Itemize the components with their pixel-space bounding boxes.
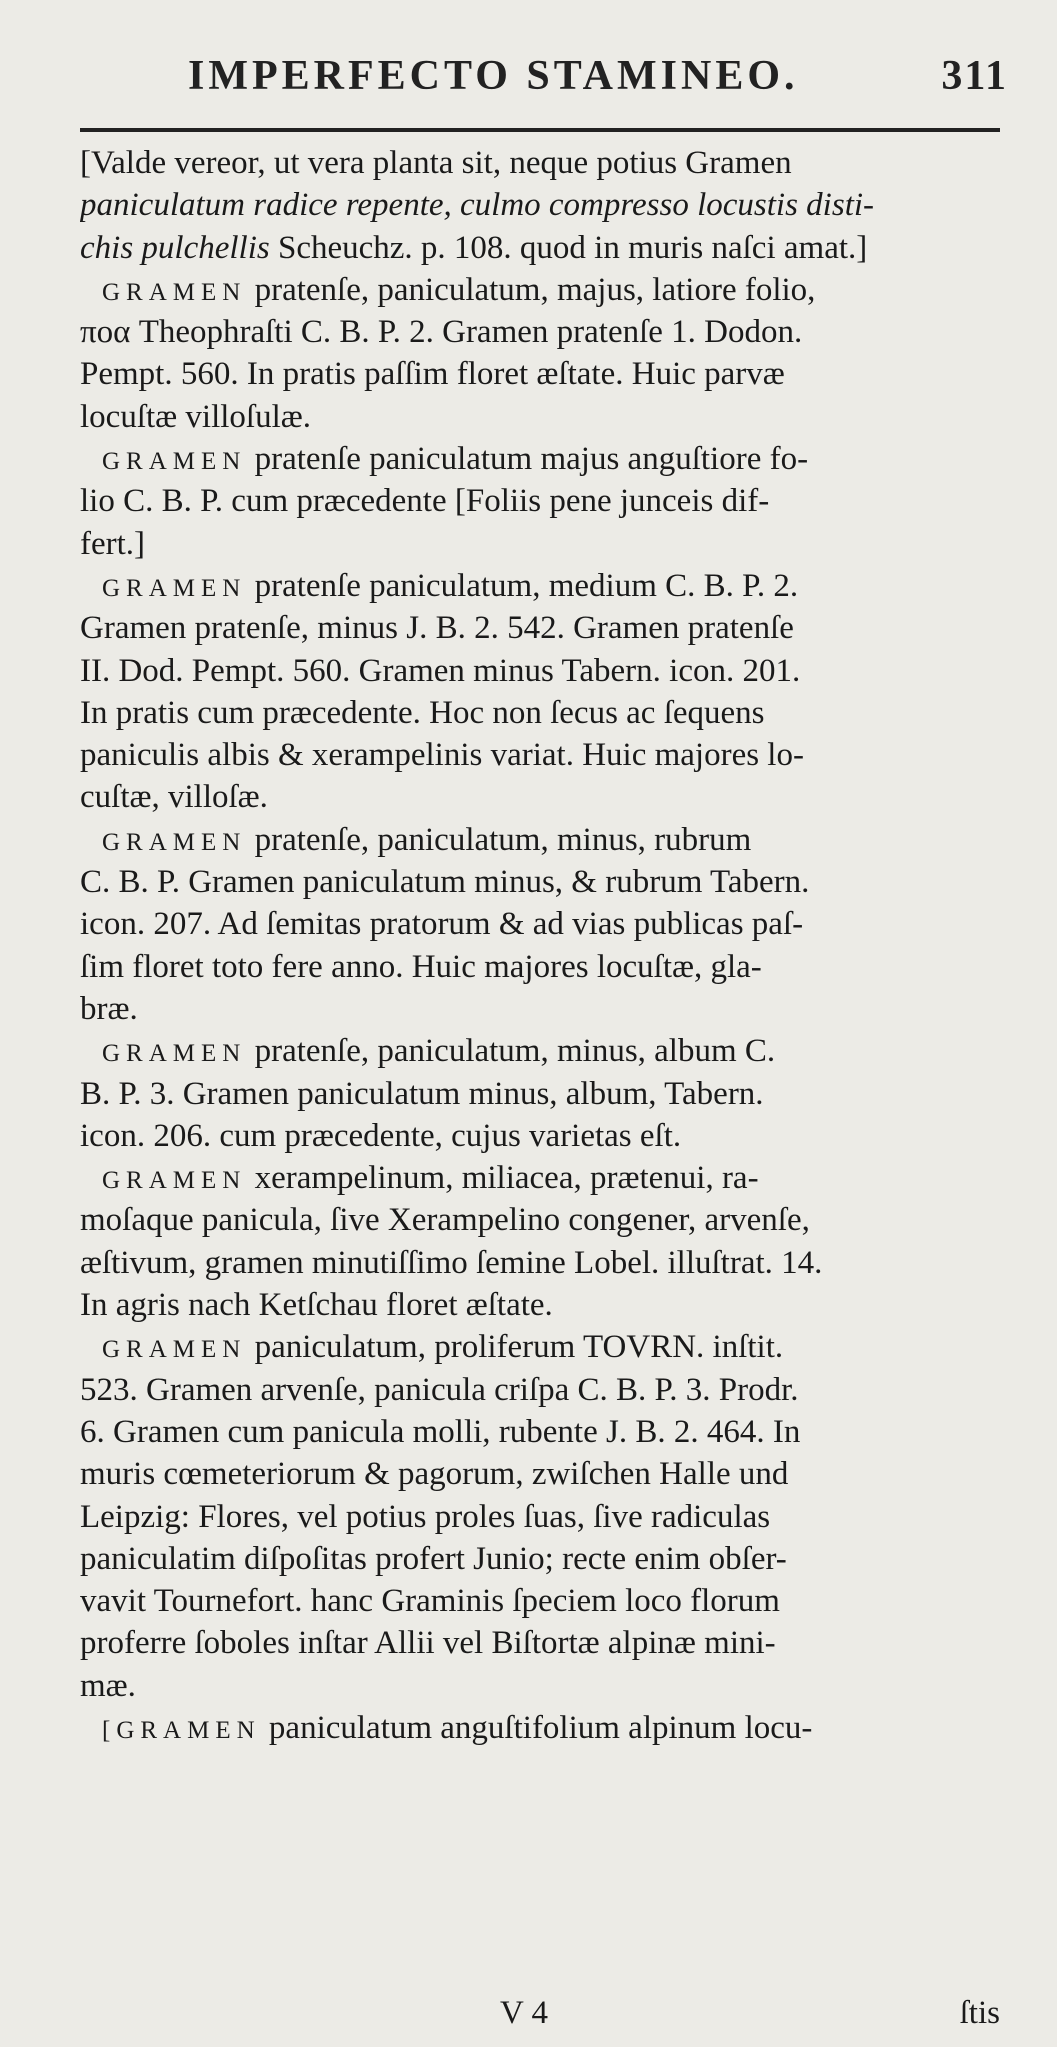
page-number: 311 — [941, 53, 1008, 99]
entry-text: pratenſe, paniculatum, majus, latiore folio, — [246, 271, 816, 308]
entry-text: pratenſe paniculatum, medium C. B. P. 2. — [246, 567, 799, 604]
text-line: icon. 206. cum præcedente, cujus varietas eſt. — [80, 1117, 682, 1154]
text-line: 6. Gramen cum panicula molli, rubente J. B. 2. 464. In — [80, 1413, 801, 1450]
text-line: C. B. P. Gramen paniculatum minus, & rubrum Tabern. — [80, 864, 810, 901]
text-line: Leipzig: Flores, vel potius proles ſuas, ſive radiculas — [80, 1498, 771, 1535]
text-line: lio C. B. P. cum præcedente [Foliis pene junceis dif- — [80, 483, 770, 520]
entry-line — [80, 1030, 1010, 1072]
text-line: 523. Gramen arvenſe, panicula criſpa C. B. P. 3. Prodr. — [80, 1371, 799, 1408]
entry-heading: GRAMEN — [102, 278, 247, 306]
entry-text: pratenſe paniculatum majus anguſtiore fo- — [246, 441, 809, 478]
entry-text: xerampelinum, miliacea, prætenui, ra- — [246, 1160, 759, 1197]
text-line — [80, 227, 1010, 269]
entry-text: pratenſe, paniculatum, minus, rubrum — [246, 821, 752, 858]
entry-text: paniculatum, proliferum TOVRN. inſtit. — [246, 1329, 784, 1366]
text-line: moſaque panicula, ſive Xerampelino congener, arvenſe, — [80, 1202, 810, 1239]
text-line: Gramen pratenſe, minus J. B. 2. 542. Gramen pratenſe — [80, 610, 794, 647]
entry-heading: GRAMEN — [102, 1040, 247, 1068]
text-line: paniculatim diſpoſitas profert Junio; recte enim obſer- — [80, 1540, 787, 1577]
page-footer — [500, 1995, 1000, 2039]
italic-text: chis pulchellis — [80, 229, 270, 266]
signature-mark: V 4 — [500, 1995, 548, 2031]
text-line: cuſtæ, villoſæ. — [80, 779, 268, 816]
text-line: proferre ſoboles inſtar Allii vel Biſtortæ alpinæ mini- — [80, 1625, 776, 1662]
text-line: ſim floret toto fere anno. Huic majores locuſtæ, gla- — [80, 948, 762, 985]
entry-line — [80, 565, 1010, 607]
text-line: [Valde vereor, ut vera planta sit, neque potius Gramen — [80, 145, 792, 181]
running-head: IMPERFECTO STAMINEO. — [188, 53, 799, 99]
text-line: In agris nach Ketſchau floret æſtate. — [80, 1287, 553, 1324]
entry-line — [80, 438, 1010, 480]
text-line: Pempt. 560. In pratis paſſim floret æſtate. Huic parvæ — [80, 356, 785, 393]
text-line: icon. 207. Ad ſemitas pratorum & ad vias publicas paſ- — [80, 906, 804, 943]
entry-line — [80, 1707, 1010, 1749]
entry-heading: GRAMEN — [102, 448, 247, 476]
entry-line — [80, 269, 1010, 311]
body-text — [80, 142, 1010, 1749]
page-header — [188, 52, 1008, 112]
text-line: vavit Tournefort. hanc Graminis ſpeciem loco florum — [80, 1583, 780, 1620]
text-line: locuſtæ villoſulæ. — [80, 398, 312, 435]
text-line: B. P. 3. Gramen paniculatum minus, album, Tabern. — [80, 1075, 764, 1112]
entry-heading: GRAMEN — [102, 574, 247, 602]
catchword: ſtis — [959, 1995, 1000, 2031]
entry-line — [80, 819, 1010, 861]
header-rule — [80, 128, 1000, 132]
entry-heading: GRAMEN — [102, 1336, 247, 1364]
text-line: II. Dod. Pempt. 560. Gramen minus Tabern. icon. 201. — [80, 652, 801, 689]
entry-heading: GRAMEN — [102, 828, 247, 856]
entry-heading: GRAMEN — [102, 1167, 247, 1195]
text-line — [80, 184, 1010, 226]
text-line: æſtivum, gramen minutiſſimo ſemine Lobel. illuſtrat. 14. — [80, 1244, 823, 1281]
plain-text: Scheuchz. p. 108. quod in muris naſci amat.] — [269, 229, 868, 266]
entry-text: pratenſe, paniculatum, minus, album C. — [246, 1033, 776, 1070]
italic-text: paniculatum radice repente, culmo compresso locustis disti- — [80, 187, 875, 224]
text-line: In pratis cum præcedente. Hoc non ſecus ac ſequens — [80, 694, 765, 731]
text-line: mæ. — [80, 1667, 136, 1704]
text-line: muris cœmeteriorum & pagorum, zwiſchen Halle und — [80, 1456, 789, 1493]
text-line: fert.] — [80, 525, 146, 562]
entry-line — [80, 1326, 1010, 1368]
text-line: ποα Theophraſti C. B. P. 2. Gramen pratenſe 1. Dodon. — [80, 314, 803, 351]
entry-text: paniculatum anguſtifolium alpinum locu- — [260, 1709, 813, 1746]
text-line: bræ. — [80, 990, 138, 1027]
entry-heading: [GRAMEN — [102, 1716, 261, 1744]
entry-line — [80, 1157, 1010, 1199]
text-line: paniculis albis & xerampelinis variat. Huic majores lo- — [80, 737, 804, 774]
